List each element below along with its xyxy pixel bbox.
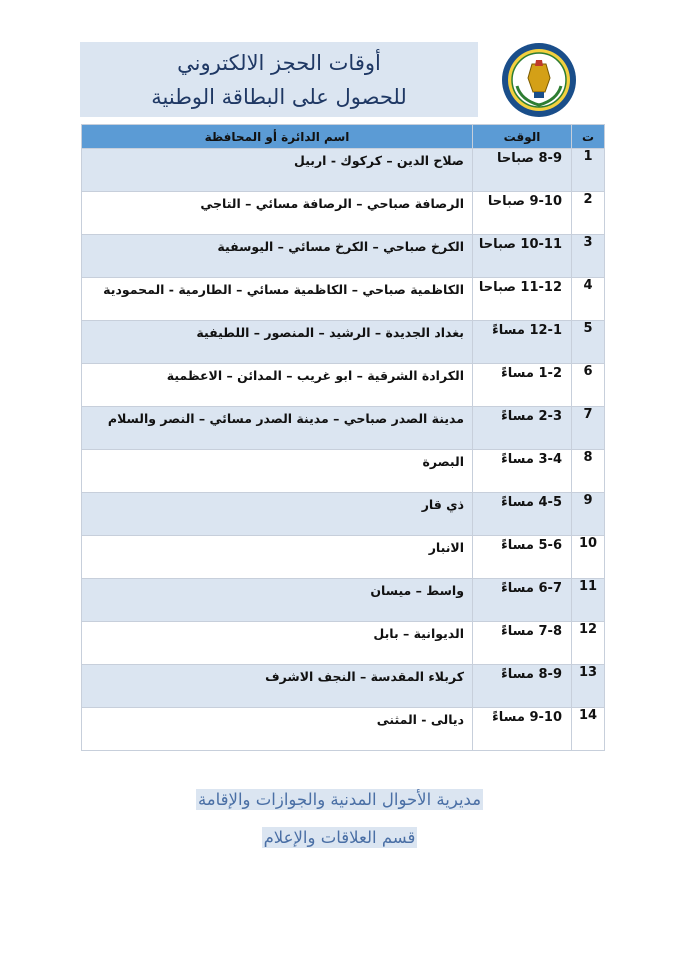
row-name (82, 450, 473, 493)
row-name-text: الكرخ صباحي – الكرخ مسائي – اليوسفية (217, 239, 464, 254)
row-name-text: البصرة (422, 454, 464, 469)
table-row (82, 450, 605, 493)
row-time (473, 665, 572, 708)
table-row (82, 493, 605, 536)
row-name-text: الكرادة الشرقية – ابو غريب – المدائن – الاعظمية (166, 368, 464, 383)
row-name (82, 278, 473, 321)
row-time-text: 4-5 مساءً (501, 495, 562, 510)
table-header-row (82, 125, 605, 149)
row-time (473, 450, 572, 493)
row-time (473, 407, 572, 450)
footer-directorate-text: مديرية الأحوال المدنية والجوازات والإقامة (197, 790, 482, 809)
row-time (473, 364, 572, 407)
row-number: 7 (572, 407, 605, 450)
row-name-text: الديوانية – بابل (373, 626, 464, 641)
row-name (82, 493, 473, 536)
footer-directorate (0, 790, 679, 809)
row-name (82, 407, 473, 450)
row-number: 13 (572, 665, 605, 708)
page-title: أوقات الحجز الالكتروني (177, 51, 381, 75)
table-row (82, 192, 605, 235)
row-name (82, 364, 473, 407)
table-row (82, 364, 605, 407)
row-name-text: صلاح الدين – كركوك - اربيل (294, 153, 464, 168)
row-name-text: بغداد الجديدة – الرشيد – المنصور – اللطيفية (196, 325, 464, 340)
column-header-no: ت (572, 125, 605, 149)
row-name (82, 579, 473, 622)
row-name (82, 536, 473, 579)
row-time (473, 579, 572, 622)
row-name-text: واسط – ميسان (370, 583, 464, 598)
row-number: 2 (572, 192, 605, 235)
row-number: 5 (572, 321, 605, 364)
table-row (82, 536, 605, 579)
row-number: 8 (572, 450, 605, 493)
row-name-text: الكاظمية صباحي – الكاظمية مسائي – الطارمية - المحمودية (103, 282, 464, 297)
row-time-text: 6-7 مساءً (501, 581, 562, 596)
row-time-text: 5-6 مساءً (501, 538, 562, 553)
row-name-text: مدينة الصدر صباحي – مدينة الصدر مسائي – النصر والسلام (107, 411, 464, 426)
row-name-text: ذي قار (421, 497, 464, 512)
table-row (82, 235, 605, 278)
footer-department (0, 828, 679, 847)
row-number: 10 (572, 536, 605, 579)
row-time (473, 149, 572, 192)
row-number: 6 (572, 364, 605, 407)
row-name-text: الانبار (428, 540, 464, 555)
table-row (82, 708, 605, 751)
footer-department-text: قسم العلاقات والإعلام (263, 828, 416, 847)
row-name (82, 192, 473, 235)
column-header-time: الوقت (473, 125, 572, 149)
row-time-text: 7-8 مساءً (501, 624, 562, 639)
row-name-text: ديالى - المثنى (376, 712, 464, 727)
row-time (473, 536, 572, 579)
row-time-text: 8-9 صباحا (496, 151, 562, 166)
row-time (473, 708, 572, 751)
table-row (82, 665, 605, 708)
row-time-text: 3-4 مساءً (501, 452, 562, 467)
row-name (82, 321, 473, 364)
row-name (82, 622, 473, 665)
row-time (473, 192, 572, 235)
row-name-text: كربلاء المقدسة – النجف الاشرف (265, 669, 464, 684)
page-subtitle: للحصول على البطاقة الوطنية (151, 85, 407, 109)
title-box (80, 42, 478, 117)
table-row (82, 149, 605, 192)
table-row (82, 579, 605, 622)
row-number: 4 (572, 278, 605, 321)
column-header-name: اسم الدائرة أو المحافظة (82, 125, 473, 149)
row-number: 9 (572, 493, 605, 536)
table-row (82, 278, 605, 321)
row-time (473, 321, 572, 364)
row-time (473, 493, 572, 536)
row-name (82, 708, 473, 751)
row-number: 14 (572, 708, 605, 751)
row-name (82, 235, 473, 278)
row-time-text: 9-10 صباحا (487, 194, 562, 209)
table-row (82, 321, 605, 364)
row-time (473, 622, 572, 665)
row-number: 3 (572, 235, 605, 278)
row-time-text: 12-1 مساءً (492, 323, 562, 338)
directorate-emblem-icon (501, 42, 577, 118)
row-number: 12 (572, 622, 605, 665)
row-name (82, 149, 473, 192)
row-number: 11 (572, 579, 605, 622)
row-name-text: الرصافة صباحي – الرصافة مسائي – التاجي (200, 196, 464, 211)
row-time-text: 9-10 مساءً (492, 710, 562, 725)
table-row (82, 407, 605, 450)
row-number: 1 (572, 149, 605, 192)
row-time-text: 8-9 مساءً (501, 667, 562, 682)
row-time-text: 11-12 صباحا (478, 280, 562, 295)
table-row (82, 622, 605, 665)
row-name (82, 665, 473, 708)
row-time-text: 10-11 صباحا (478, 237, 562, 252)
row-time (473, 278, 572, 321)
row-time-text: 1-2 مساءً (501, 366, 562, 381)
row-time (473, 235, 572, 278)
row-time-text: 2-3 مساءً (501, 409, 562, 424)
schedule-table (81, 124, 605, 751)
